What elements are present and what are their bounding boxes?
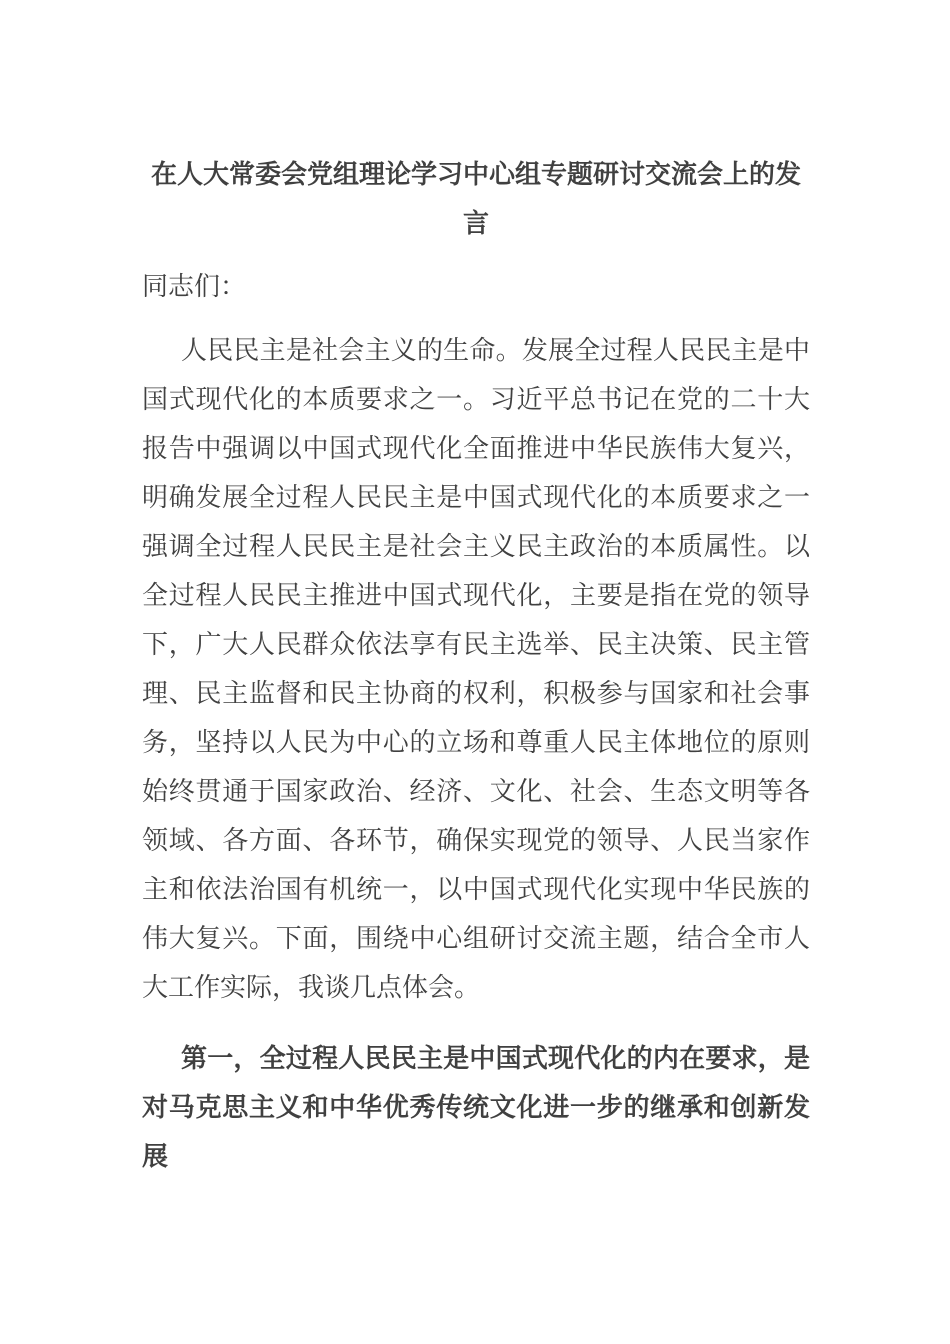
section-heading-paragraph: 第一，全过程人民民主是中国式现代化的内在要求，是对马克思主义和中华优秀传统文化进一步的继承和创新发展 [142,1043,810,1171]
salutation-line: 同志们： [142,271,247,301]
document-title: 在人大常委会党组理论学习中心组专题研讨交流会上的发言 [150,159,801,238]
body-paragraph: 人民民主是社会主义的生命。发展全过程人民民主是中国式现代化的本质要求之一。习近平总书记在党的二十大报告中强调以中国式现代化全面推进中华民族伟大复兴，明确发展全过程人民民主是中国式现代化的本质要求之一强调全过程人民民主是社会主义民主政治的本质属性。以全过程人民民主推进中国式现代化，主要是指在党的领导下，广大人民群众依法享有民主选举、民主决策、民主管理、民主监督和民主协商的权利，积极参与国家和社会事务，坚持以人民为中心的立场和尊重人民主体地位的原则始终贯通于国家政治、经济、文化、社会、生态文明等各领域、各方面、各环节，确保实现党的领导、人民当家作主和依法治国有机统一，以中国式现代化实现中华民族的伟大复兴。下面，围绕中心组研讨交流主题，结合全市人大工作实际，我谈几点体会。 [142,335,810,1002]
